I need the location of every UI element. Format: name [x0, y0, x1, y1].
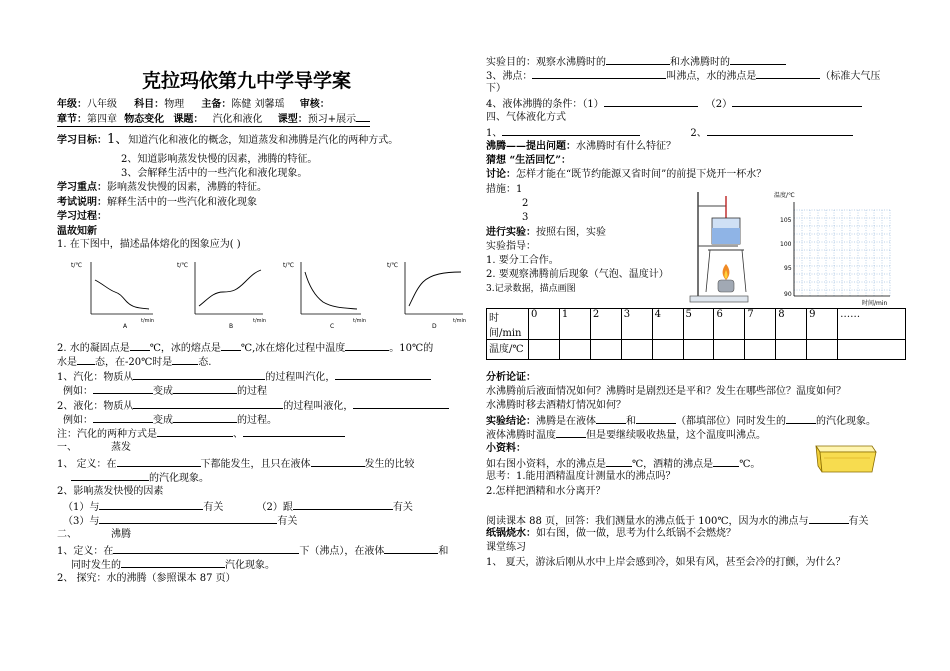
conc-b: 和	[626, 416, 636, 427]
paper-pot-label: 纸锅烧水：	[486, 528, 536, 539]
paper-pot-question	[486, 527, 736, 540]
sec1-title: 蒸发	[111, 442, 131, 453]
liquefaction-example	[63, 412, 277, 427]
lesson-label: 课题：	[173, 114, 204, 125]
temperature-cell[interactable]	[621, 340, 652, 360]
read-b: 有关	[848, 516, 869, 527]
boiling-explore: 2、 探究：水的沸腾（参照课本 87 页）	[57, 573, 236, 584]
discussion	[486, 168, 766, 181]
do-experiment	[486, 226, 606, 239]
guide-2: 2. 要观察沸腾前后现象（气泡、温度计）	[486, 269, 669, 280]
section-liquefaction: 四、气体液化方式	[486, 112, 566, 123]
exam-note	[57, 196, 257, 209]
def2-b: 下（沸点），在液体	[299, 546, 385, 557]
do-label: 进行实验：	[486, 227, 536, 238]
temperature-cell[interactable]	[529, 340, 560, 360]
graph-b-letter: B	[229, 323, 234, 330]
factor-1-and-2	[63, 499, 413, 514]
key-text: 影响蒸发快慢的因素，沸腾的特征。	[107, 182, 267, 193]
experiment-purpose	[486, 54, 786, 69]
time-cell: 8	[776, 309, 807, 340]
melting-graphs	[57, 258, 467, 336]
f2-b: 有关	[392, 502, 413, 513]
liquefaction-ways	[486, 125, 853, 140]
author-label: 主备：	[201, 99, 232, 110]
graph-c-xlabel: t/min	[353, 318, 367, 324]
analysis-1: 水沸腾前后液面情况如何？沸腾时是剧烈还是平和？发生在哪些部位？温度如何？	[486, 386, 846, 397]
note-part-a: 注：汽化的两种方式是	[57, 429, 157, 440]
page-title: 克拉玛依第九中学导学案	[142, 70, 352, 92]
graph-c	[283, 262, 366, 330]
f1-a: （1）与	[63, 502, 100, 513]
f3-b: 有关	[277, 516, 298, 527]
author-value: 陈健 刘馨瑶	[231, 99, 285, 110]
exam-text: 解释生活中的一些汽化和液化现象	[107, 197, 257, 208]
graph-c-ylabel: t/℃	[283, 262, 295, 269]
goals-label: 学习目标：	[57, 135, 107, 146]
factor-3	[63, 513, 297, 528]
measure-3: 3	[522, 212, 529, 223]
exp-a: 实验目的：观察水沸腾时的	[486, 57, 606, 68]
graph-tick-105: 105	[780, 217, 792, 224]
grade-label: 年级：	[57, 99, 87, 110]
f2-a: （2）跟	[256, 502, 293, 513]
analysis-2: 水沸腾时移去酒精灯情况如何？	[486, 400, 626, 411]
q2-part-c: ℃,冰在熔化过程中温度	[240, 343, 346, 354]
info-c: ℃。	[739, 459, 761, 470]
graph-a	[71, 262, 154, 330]
evaporation-factors: 2、影响蒸发快慢的因素	[57, 486, 164, 497]
def1-c: 发生的比较	[364, 459, 415, 470]
q2-part-a: 2. 水的凝固点是	[57, 343, 130, 354]
temperature-cell[interactable]	[559, 340, 590, 360]
temperature-cell[interactable]	[683, 340, 714, 360]
conc-e: 液体沸腾时温度	[486, 430, 556, 441]
time-cell: 2	[590, 309, 621, 340]
guide-3: 3.记录数据，描点画图	[486, 284, 576, 294]
bp-c: （标准大气压	[820, 71, 881, 82]
liq-ex-c: 的过程。	[237, 415, 277, 426]
chapter-value: 第四章	[87, 114, 117, 125]
section-evaporation	[57, 441, 131, 454]
practice-1: 1、 夏天，游泳后刚从水中上岸会感到冷，如果有风，甚至会冷的打颤，为什么？	[486, 557, 846, 568]
graph-b-ylabel: t/℃	[177, 262, 189, 269]
temperature-cell[interactable]	[776, 340, 807, 360]
goal1-text: 知道汽化和液化的概念，知道蒸发和沸腾是汽化的两种方式。	[128, 135, 399, 146]
info-heading: 小资料：	[486, 443, 526, 454]
guide-1: 1. 要分工合作。	[486, 255, 559, 266]
lesson-value: 汽化和液化	[212, 114, 263, 125]
conc-a: 沸腾是在液体	[536, 416, 596, 427]
type-value: 预习+展示	[307, 114, 357, 125]
sec2-num: 二、	[57, 529, 77, 540]
def2-c: 和	[438, 546, 449, 557]
time-cell: 0	[529, 309, 560, 340]
q2-part-e: 水是	[57, 357, 77, 368]
bp-a: 3、沸点：	[486, 71, 533, 82]
data-table	[486, 308, 906, 360]
graph-grid	[794, 210, 890, 296]
goal-3: 3、会解释生活中的一些汽化和液化现象。	[121, 168, 308, 179]
think-1: 思考：1.能用酒精温度计测量水的沸点吗？	[486, 471, 676, 482]
liq-part-b: 的过程叫液化，	[283, 401, 354, 412]
graph-a-ylabel: t/℃	[71, 262, 83, 269]
graph-tick-90: 90	[784, 291, 792, 298]
analysis-heading: 分析论证：	[486, 372, 536, 383]
graph-d-ylabel: t/℃	[387, 262, 399, 269]
graph-y-label: 温度/℃	[774, 192, 795, 199]
grade-value: 八年级	[87, 99, 117, 110]
conc-d: 的汽化现象。	[816, 416, 876, 427]
graph-d-letter: D	[432, 323, 437, 330]
temperature-cell[interactable]	[838, 340, 906, 360]
info-b: ℃，酒精的沸点是	[632, 459, 714, 470]
temperature-cell[interactable]	[714, 340, 745, 360]
cond-b: （2）	[705, 99, 733, 110]
vap-ex-a: 例如：	[63, 386, 93, 397]
graph-a-xlabel: t/min	[141, 318, 155, 324]
conclusion-cont	[486, 427, 766, 442]
section-boiling	[57, 528, 131, 541]
practice-heading: 课堂练习	[486, 542, 526, 553]
liq-ex-b: 变成	[153, 415, 173, 426]
info-a: 如右图小资料，水的沸点是	[486, 459, 606, 470]
review-label: 审核：	[299, 99, 330, 110]
sec4-b: 2、	[690, 128, 707, 139]
graph-tick-95: 95	[784, 265, 792, 272]
conc-c: （都填部位）同时发生的	[676, 416, 786, 427]
def2-a: 1、定义：在	[57, 546, 114, 557]
sec2-title: 沸腾	[111, 529, 131, 540]
temperature-cell[interactable]	[807, 340, 838, 360]
cond-a: 4、液体沸腾的条件：（1）	[486, 99, 604, 110]
conclusion-label: 实验结论：	[486, 416, 536, 427]
measure-2: 2	[522, 198, 529, 209]
paper-pot-illustration	[810, 438, 880, 478]
temperature-row	[487, 340, 906, 360]
liq-part-a: 2、液化：物质从	[57, 401, 134, 412]
key-label: 学习重点：	[57, 182, 107, 193]
graph-d-xlabel: t/min	[453, 318, 467, 324]
time-row	[487, 309, 906, 340]
two-ways-note	[57, 426, 345, 441]
vaporization-def	[57, 369, 431, 384]
temperature-cell[interactable]	[590, 340, 621, 360]
goal1-number: 1、	[107, 132, 129, 147]
graph-tick-100: 100	[780, 241, 792, 248]
measure-1: 措施：1	[486, 184, 523, 195]
time-cell: ……	[838, 309, 906, 340]
chapter-line	[57, 111, 370, 127]
reading-question	[486, 513, 869, 528]
def1-d: 的汽化现象。	[149, 473, 209, 484]
q2-part-g: 态.	[198, 357, 212, 368]
temperature-cell[interactable]	[745, 340, 776, 360]
liq-ex-a: 例如：	[63, 415, 93, 426]
vap-part-b: 的过程叫汽化，	[265, 372, 336, 383]
time-cell: 7	[745, 309, 776, 340]
time-cell: 3	[621, 309, 652, 340]
evaporation-def	[57, 456, 415, 471]
def2-e: 汽化现象。	[225, 560, 275, 571]
graph-a-letter: A	[123, 323, 128, 330]
boiling-apparatus-illustration	[686, 188, 762, 304]
question-2-cont	[57, 354, 211, 369]
vap-ex-c: 的过程	[237, 386, 267, 397]
q2-part-d: 。10℃的	[389, 343, 434, 354]
sec1-num: 一、	[57, 442, 77, 453]
graph-b	[177, 262, 266, 330]
time-header: 时间/min	[487, 309, 529, 340]
time-cell: 9	[807, 309, 838, 340]
vap-part-a: 1、汽化：物质从	[57, 372, 134, 383]
temperature-header: 温度/℃	[487, 340, 529, 360]
time-cell: 1	[559, 309, 590, 340]
read-a: 阅读课本 88 页，回答：我们测量水的沸点低于 100℃，因为水的沸点与	[486, 516, 809, 527]
question-1: 1. 在下图中，描述晶体熔化的图象应为( )	[57, 239, 241, 250]
boiling-conditions	[486, 96, 862, 111]
time-cell: 4	[652, 309, 683, 340]
do-text: 按照右图，实验	[536, 227, 606, 238]
question-2	[57, 340, 433, 355]
subject-value: 物理	[164, 99, 185, 110]
def1-a: 1、 定义：在	[57, 459, 117, 470]
guess-heading: 猜想 “生活回忆”：	[486, 155, 571, 166]
boil-question-text: 水沸腾时有什么特征？	[576, 141, 676, 152]
bp-b: 叫沸点，水的沸点是	[666, 71, 757, 82]
boiling-def	[57, 543, 448, 558]
process-heading: 学习过程：	[57, 211, 107, 222]
guide-heading: 实验指导：	[486, 241, 536, 252]
goal-2: 2、知道影响蒸发快慢的因素，沸腾的特征。	[121, 154, 318, 165]
think-2: 2.怎样把酒精和水分离开？	[486, 486, 606, 497]
graph-c-letter: C	[330, 323, 335, 330]
conc-f: 但是要继续吸收热量，这个温度叫沸点。	[586, 430, 766, 441]
time-cell: 6	[714, 309, 745, 340]
temperature-cell[interactable]	[652, 340, 683, 360]
time-cell: 5	[683, 309, 714, 340]
discuss-label: 讨论：	[486, 169, 516, 180]
exp-b: 和水沸腾时的	[670, 57, 730, 68]
boiling-point	[486, 68, 880, 83]
key-point	[57, 181, 267, 194]
q2-part-b: ℃，冰的熔点是	[149, 343, 221, 354]
graph-b-xlabel: t/min	[253, 318, 267, 324]
exam-label: 考试说明：	[57, 197, 107, 208]
graph-x-label: 时间/min	[862, 300, 888, 307]
f3-a: （3）与	[63, 516, 100, 527]
paper-pot-text: 如右图，做一做，思考为什么纸锅不会燃烧？	[536, 528, 736, 539]
conclusion	[486, 413, 876, 428]
chapter-topic: 物态变化	[124, 114, 165, 125]
f1-b: 有关	[203, 502, 224, 513]
goal-1	[57, 133, 398, 147]
boiling-def-cont	[71, 557, 275, 572]
liquefaction-def	[57, 398, 449, 413]
note-part-b: 、	[233, 429, 243, 440]
vaporization-example	[63, 383, 267, 398]
q2-part-f: 态，在-20℃时是	[95, 357, 173, 368]
boiling-question	[486, 140, 676, 153]
info-text	[486, 456, 760, 471]
meta-line	[57, 98, 330, 111]
def2-d: 同时发生的	[71, 560, 121, 571]
temperature-time-graph	[770, 188, 906, 308]
chapter-label: 章节：	[57, 114, 87, 125]
boiling-point-cont: 下）	[486, 83, 506, 94]
review-heading: 温故知新	[57, 226, 97, 237]
graph-d	[387, 262, 466, 330]
vap-ex-b: 变成	[153, 386, 173, 397]
def1-b: 下都能发生，且只在液体	[200, 459, 311, 470]
sec4-a: 1、	[486, 128, 503, 139]
discuss-text: 怎样才能在“既节约能源又省时间”的前提下烧开一杯水？	[516, 169, 767, 180]
subject-label: 科目：	[134, 99, 165, 110]
boil-label: 沸腾——提出问题：	[486, 141, 576, 152]
type-label: 课型：	[277, 114, 308, 125]
evaporation-def-cont	[71, 470, 209, 485]
